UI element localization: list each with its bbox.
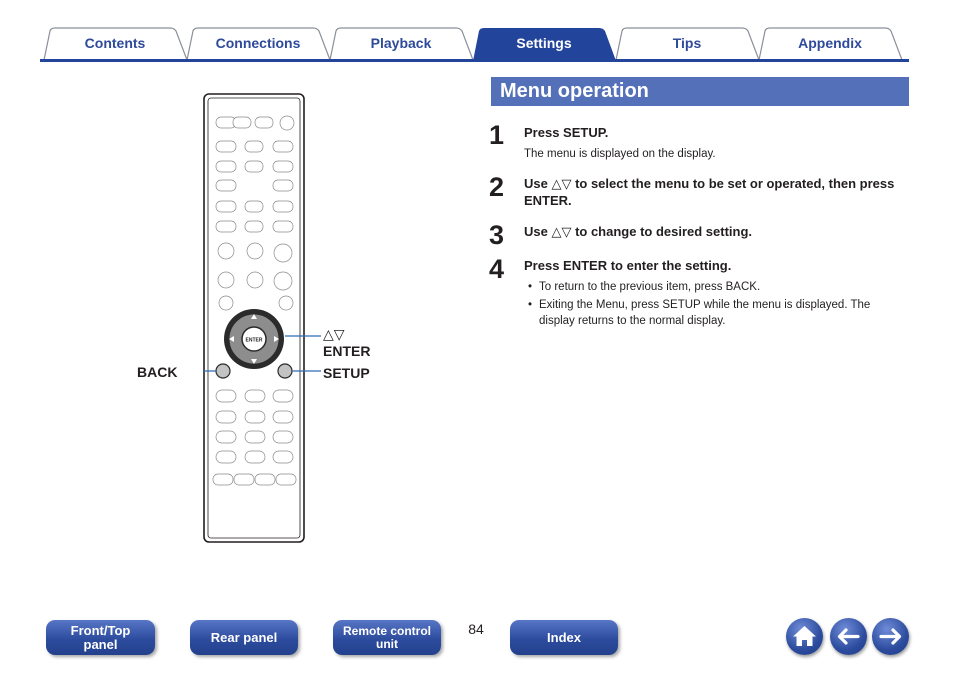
- rear-panel-label: Rear panel: [210, 630, 278, 645]
- page-number: 84: [468, 621, 484, 637]
- callout-enter: ENTER: [323, 343, 371, 359]
- index-label: Index: [547, 630, 581, 645]
- tab-tips[interactable]: Tips: [672, 35, 702, 51]
- step-text-1: Press SETUP.: [524, 125, 609, 140]
- remote-control-unit-button[interactable]: [333, 620, 441, 655]
- step-4-bullets: [528, 279, 909, 331]
- remote-control-illustration: [203, 93, 413, 553]
- tab-bar: [40, 27, 909, 63]
- callout-arrows: △▽: [323, 326, 345, 342]
- step-text-2: Use △▽ to select the menu to be set or operated, then press ENTER.: [524, 176, 895, 208]
- step-text-4: Press ENTER to enter the setting.: [524, 258, 732, 273]
- remote-control-drawing: [203, 93, 413, 548]
- step-number-2: 2: [489, 172, 505, 202]
- remote-control-label-line2: unit: [376, 636, 398, 651]
- svg-text:ENTER: ENTER: [245, 337, 263, 344]
- step-number-4: 4: [489, 254, 505, 284]
- list-item: • To return to the previous item, press BACK.: [528, 279, 909, 295]
- front-top-panel-label-line2: panel: [83, 636, 118, 652]
- home-icon: [786, 618, 823, 655]
- step-number-3: 3: [489, 220, 505, 250]
- step-sub-1: The menu is displayed on the display.: [524, 148, 716, 160]
- tab-contents[interactable]: Contents: [84, 35, 146, 51]
- remote-control-label-line1: Remote control: [342, 623, 431, 638]
- home-button[interactable]: [786, 618, 823, 655]
- arrow-left-icon: [830, 618, 867, 655]
- front-top-panel-button[interactable]: [46, 620, 155, 655]
- tab-playback[interactable]: Playback: [370, 35, 432, 51]
- index-button[interactable]: [510, 620, 618, 655]
- callout-setup: SETUP: [323, 365, 370, 381]
- tab-underline: [40, 59, 909, 62]
- list-item: • Exiting the Menu, press SETUP while the menu is displayed. The display returns to the normal display.: [528, 297, 909, 329]
- rear-panel-button[interactable]: [190, 620, 298, 655]
- step-text-3: Use △▽ to change to desired setting.: [524, 224, 753, 239]
- tab-appendix[interactable]: Appendix: [798, 35, 862, 51]
- previous-page-button[interactable]: [830, 618, 867, 655]
- tab-settings[interactable]: Settings: [516, 35, 572, 51]
- page-title: Menu operation: [491, 77, 909, 106]
- callout-back: BACK: [137, 364, 178, 380]
- front-top-panel-label-line1: Front/Top: [70, 622, 131, 638]
- arrow-right-icon: [872, 618, 909, 655]
- step-number-1: 1: [489, 120, 505, 150]
- next-page-button[interactable]: [872, 618, 909, 655]
- tab-connections[interactable]: Connections: [215, 35, 301, 51]
